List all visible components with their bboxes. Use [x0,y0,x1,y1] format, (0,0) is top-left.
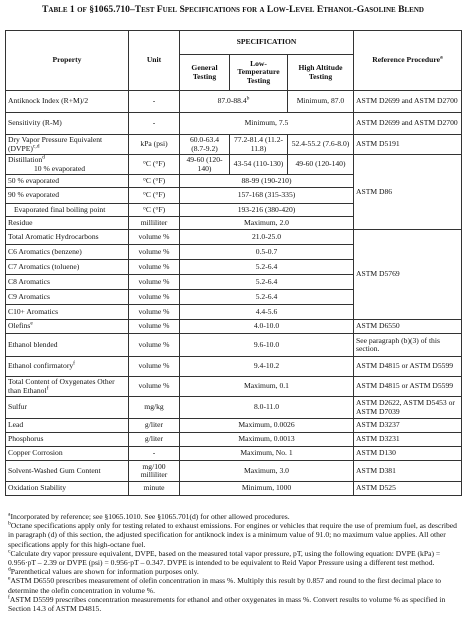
property-cell: C10+ Aromatics [6,305,129,320]
reference-cell: ASTM D4815 or ASTM D5599 [354,377,462,397]
table-row [6,357,462,377]
unit-cell: mg/kg [129,397,180,419]
property-cell: 90 % evaporated [6,188,129,204]
table-row [6,91,462,113]
header-specification: SPECIFICATION [180,31,354,55]
property-cell: Evaporated final boiling point [6,204,129,217]
unit-cell: volume % [129,305,180,320]
property-cell: Distillation$^d$ 10 % evaporated [6,155,129,175]
footnote-e: $^e$ASTM D6550 prescribes measurement of olefin concentration in mass %. Multiply this result by 0.857 and round to the first decimal place to determine the olefin concentration in volume %. [8,575,442,595]
spec-cell: 9.4-10.2 [180,357,354,377]
unit-cell: volume % [129,334,180,357]
spec-cell: Maximum, 2.0 [180,217,354,230]
table-row [6,397,462,419]
reference-cell: ASTM D381 [354,461,462,482]
spec-cell: Minimum, 87.0 [288,91,354,113]
property-cell: C8 Aromatics [6,275,129,290]
header-row-1 [6,31,462,55]
spec-cell: 4.4-5.6 [180,305,354,320]
unit-cell: volume % [129,320,180,334]
property-cell: Antiknock Index (R+M)/2 [6,91,129,113]
spec-cell: 77.2-81.4 (11.2-11.8) [230,135,288,155]
unit-cell: volume % [129,377,180,397]
table-row [6,461,462,482]
unit-cell: volume % [129,260,180,275]
property-cell: C9 Aromatics [6,290,129,305]
spec-cell: 4.0-10.0 [180,320,354,334]
spec-cell: 49-60 (120-140) [180,155,230,175]
property-cell: Total Aromatic Hydrocarbons [6,230,129,245]
spec-cell: Maximum, 0.0026 [180,419,354,433]
reference-cell: ASTM D3237 [354,419,462,433]
table-row [6,447,462,461]
spec-cell: 157-168 (315-335) [180,188,354,204]
footnotes [8,512,458,613]
spec-cell: 193-216 (380-420) [180,204,354,217]
unit-cell: °C (°F) [129,188,180,204]
property-cell: Total Content of Oxygenates Other than Ethanol$^f$ [6,377,129,397]
property-cell: Copper Corrosion [6,447,129,461]
unit-cell: volume % [129,275,180,290]
spec-cell: 5.2-6.4 [180,290,354,305]
unit-cell: volume % [129,230,180,245]
spec-cell: 87.0-88.4$^b$ [180,91,288,113]
unit-cell: - [129,447,180,461]
unit-cell: kPa (psi) [129,135,180,155]
unit-cell: g/liter [129,419,180,433]
footnote-f: $^f$ASTM D5599 prescribes concentration measurements for ethanol and other oxygenates in mass %. Convert results to volume % as specified in Section 14.3 of ASTM D4815. [8,594,446,614]
table-row [6,113,462,135]
unit-cell: volume % [129,357,180,377]
property-cell: Sensitivity (R-M) [6,113,129,135]
spec-cell: 5.2-6.4 [180,260,354,275]
unit-cell: °C (°F) [129,155,180,175]
unit-cell: °C (°F) [129,204,180,217]
header-high-alt: High Altitude Testing [288,55,354,91]
spec-cell: 88-99 (190-210) [180,175,354,188]
property-cell: Ethanol confirmatory$^f$ [6,357,129,377]
reference-cell: ASTM D86 [354,155,462,230]
footnote-c: $^c$Calculate dry vapor pressure equivalent, DVPE, based on the measured total vapor pressure, pT, using the following equation: DVPE (kPa) = 0.956·pT – 2.39 or DVPE (psi) = 0.956·pT – 0.347. DVPE is intended to be equivalent to Reid Vapor Pressure using a different test method. [8,548,441,568]
property-cell: Phosphorus [6,433,129,447]
spec-cell: 0.5-0.7 [180,245,354,260]
reference-cell: ASTM D130 [354,447,462,461]
table-row [6,433,462,447]
spec-cell: Maximum, No. 1 [180,447,354,461]
header-unit: Unit [129,31,180,91]
spec-cell: 49-60 (120-140) [288,155,354,175]
unit-cell: volume % [129,245,180,260]
table-row [6,155,462,175]
header-property: Property [6,31,129,91]
table-row [6,482,462,496]
reference-cell: ASTM D4815 or ASTM D5599 [354,357,462,377]
unit-cell: - [129,91,180,113]
header-general: General Testing [180,55,230,91]
unit-cell: volume % [129,290,180,305]
reference-cell: ASTM D3231 [354,433,462,447]
spec-cell: 60.0-63.4 (8.7-9.2) [180,135,230,155]
table-row [6,320,462,334]
reference-cell: ASTM D2622, ASTM D5453 or ASTM D7039 [354,397,462,419]
footnote-b: $^b$Octane specifications apply only for testing related to exhaust emissions. For engines or vehicles that require the use of premium fuel, as described in paragraph (d) of this section, the adjusted specification for antiknock index is a minimum value of 91.0; no maximum value applies. All other specifications apply for this high-octane fuel. [8,520,457,549]
reference-cell: ASTM D6550 [354,320,462,334]
spec-cell: 43-54 (110-130) [230,155,288,175]
property-cell: C7 Aromatics (toluene) [6,260,129,275]
property-cell: Sulfur [6,397,129,419]
unit-cell: milliliter [129,217,180,230]
spec-cell: 52.4-55.2 (7.6-8.0) [288,135,354,155]
table-row [6,230,462,245]
table-row [6,334,462,357]
spec-cell: 21.0-25.0 [180,230,354,245]
table-caption: Table 1 of §1065.710–Test Fuel Specifications for a Low-Level Ethanol-Gasoline Blend [42,4,424,15]
spec-cell: 5.2-6.4 [180,275,354,290]
spec-cell: 8.0-11.0 [180,397,354,419]
fuel-spec-table [5,30,462,496]
property-cell: Dry Vapor Pressure Equivalent (DVPE)$^{c,d}$ [6,135,129,155]
unit-cell: minute [129,482,180,496]
header-reference: Reference Procedure$^a$ [354,31,462,91]
spec-cell: Minimum, 1000 [180,482,354,496]
property-cell: Lead [6,419,129,433]
reference-cell: See paragraph (b)(3) of this section. [354,334,462,357]
unit-cell: - [129,113,180,135]
property-cell: Ethanol blended [6,334,129,357]
unit-cell: g/liter [129,433,180,447]
spec-cell: 9.6-10.0 [180,334,354,357]
reference-cell: ASTM D2699 and ASTM D2700 [354,91,462,113]
reference-cell: ASTM D2699 and ASTM D2700 [354,113,462,135]
property-cell: Residue [6,217,129,230]
spec-cell: Maximum, 0.0013 [180,433,354,447]
spec-cell: Minimum, 7.5 [180,113,354,135]
property-cell: Olefins$^e$ [6,320,129,334]
property-cell: Solvent-Washed Gum Content [6,461,129,482]
property-cell: C6 Aromatics (benzene) [6,245,129,260]
reference-cell: ASTM D525 [354,482,462,496]
spec-cell: Maximum, 0.1 [180,377,354,397]
spec-cell: Maximum, 3.0 [180,461,354,482]
table-row [6,135,462,155]
footnote-d: $^d$Parenthetical values are shown for information purposes only. [8,566,199,577]
footnote-a: $^a$Incorporated by reference; see §1065.1010. See §1065.701(d) for other allowed procedures. [8,511,290,521]
unit-cell: °C (°F) [129,175,180,188]
header-low-temp: Low-Temperature Testing [230,55,288,91]
property-cell: Oxidation Stability [6,482,129,496]
table-row [6,377,462,397]
reference-cell: ASTM D5191 [354,135,462,155]
property-cell: 50 % evaporated [6,175,129,188]
unit-cell: mg/100 milliliter [129,461,180,482]
table-row [6,419,462,433]
reference-cell: ASTM D5769 [354,230,462,320]
